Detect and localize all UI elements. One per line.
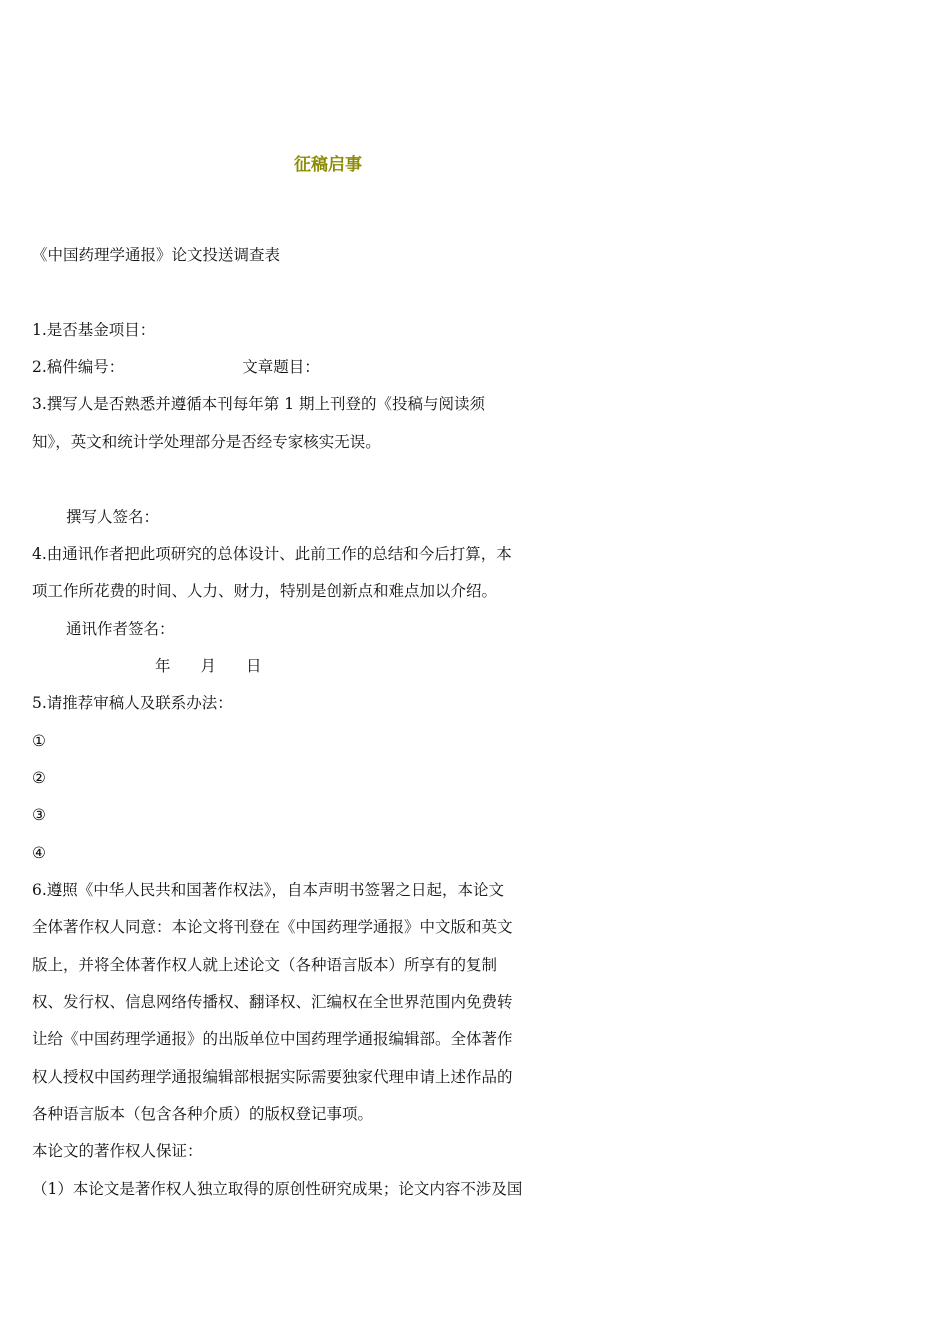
question-3-line-2: 知》，英文和统计学处理部分是否经专家核实无误。 [32, 433, 381, 451]
signature-date [155, 656, 262, 676]
reviewer-item: ④ [32, 844, 46, 862]
writer-signature-label: 撰写人签名： [66, 508, 160, 526]
reviewer-item: ③ [32, 806, 46, 824]
copyright-paragraph-line: 全体著作权人同意：本论文将刊登在《中国药理学通报》中文版和英文 [32, 918, 513, 936]
copyright-paragraph-line: 让给《中国药理学通报》的出版单位中国药理学通报编辑部。全体著作 [32, 1030, 513, 1048]
reviewer-item: ② [32, 769, 46, 787]
corresponding-author-signature-label: 通讯作者签名： [66, 620, 175, 638]
question-4-line-2: 项工作所花费的时间、人力、财力，特别是创新点和难点加以介绍。 [32, 582, 498, 600]
guarantee-item-1: （1）本论文是著作权人独立取得的原创性研究成果；论文内容不涉及国 [32, 1180, 523, 1198]
question-2 [32, 357, 320, 377]
copyright-paragraph-line: 权人授权中国药理学通报编辑部根据实际需要独家代理申请上述作品的 [32, 1068, 513, 1086]
article-title-label: 文章题目： [242, 358, 320, 376]
form-title: 《中国药理学通报》论文投送调查表 [32, 246, 281, 264]
question-3-line-1: 3.撰写人是否熟悉并遵循本刊每年第 1 期上刊登的《投稿与阅读须 [32, 395, 486, 413]
copyright-paragraph-line: 各种语言版本（包含各种介质）的版权登记事项。 [32, 1105, 374, 1123]
manuscript-number-label: 2.稿件编号： [32, 358, 125, 376]
page-title: 征稿启事 [294, 155, 362, 175]
question-4-line-1: 4.由通讯作者把此项研究的总体设计、此前工作的总结和今后打算，本 [32, 545, 512, 563]
date-day: 日 [246, 657, 262, 675]
guarantee-heading: 本论文的著作权人保证： [32, 1142, 203, 1160]
copyright-paragraph-line: 权、发行权、信息网络传播权、翻译权、汇编权在全世界范围内免费转 [32, 993, 513, 1011]
reviewer-item: ① [32, 732, 46, 750]
copyright-paragraph-line: 6.遵照《中华人民共和国著作权法》，自本声明书签署之日起，本论文 [32, 881, 505, 899]
date-year: 年 [155, 657, 171, 675]
question-5: 5.请推荐审稿人及联系办法： [32, 694, 233, 712]
date-month: 月 [200, 657, 217, 675]
question-1: 1.是否基金项目： [32, 321, 156, 339]
copyright-paragraph-line: 版上，并将全体著作权人就上述论文（各种语言版本）所享有的复制 [32, 956, 498, 974]
